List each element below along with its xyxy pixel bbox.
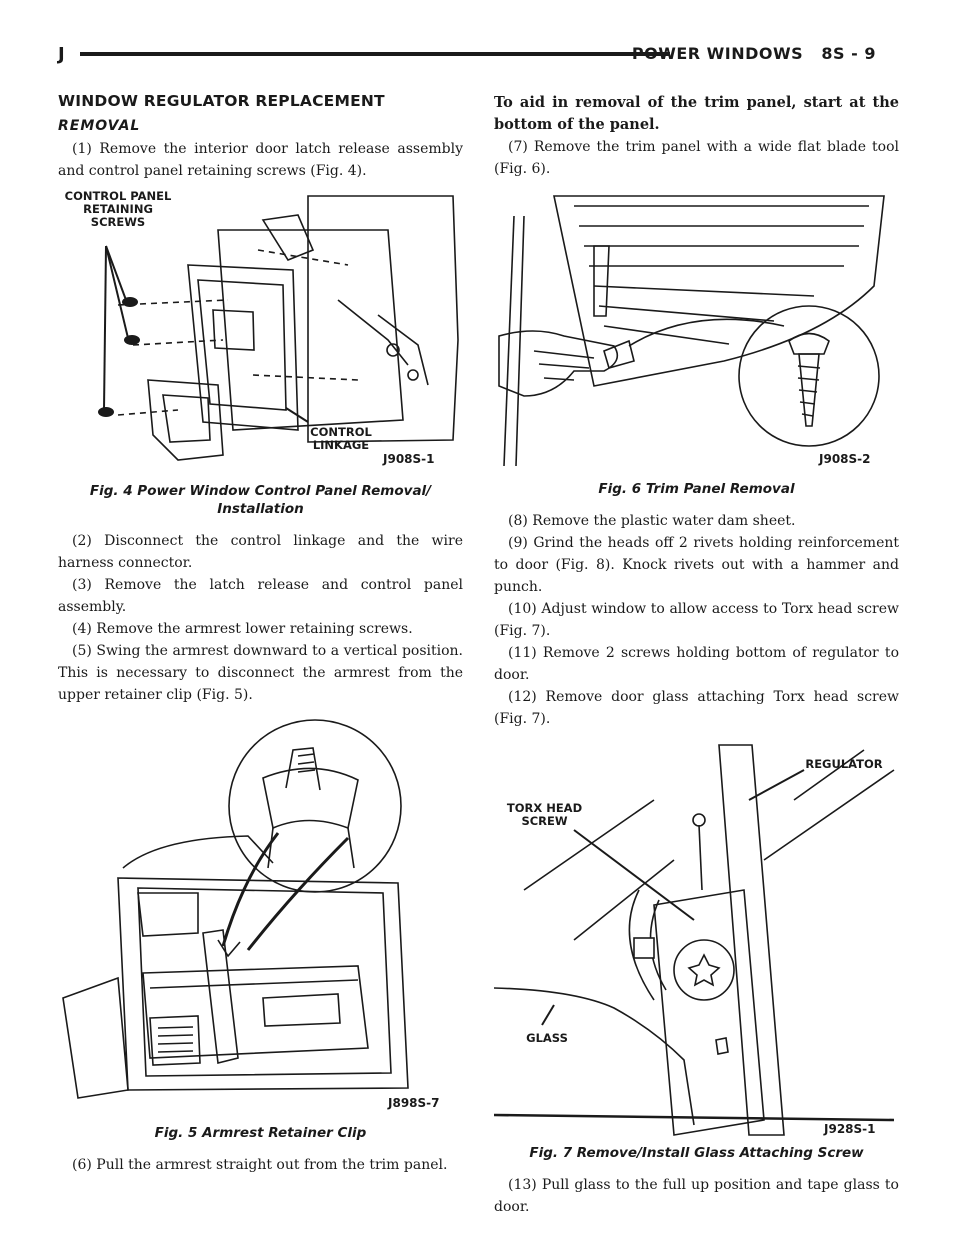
figure-6 (494, 186, 899, 476)
header-title (632, 44, 876, 63)
right-column (494, 92, 899, 1218)
header-section: POWER WINDOWS (631, 44, 804, 63)
label-regulator: REGULATOR (805, 757, 883, 771)
header-rule (80, 52, 670, 56)
figure-4-caption: Fig. 4 Power Window Control Panel Removal/ Installation (89, 483, 432, 517)
subsection-title: REMOVAL (58, 118, 141, 134)
label-control-linkage: CONTROL LINKAGE (310, 425, 372, 452)
step-12: (12) Remove door glass attaching Torx head screw (Fig. 7). (494, 689, 899, 727)
page-header (58, 44, 876, 68)
figure-5 (58, 718, 463, 1120)
step-10: (10) Adjust window to allow access to Torx head screw (Fig. 7). (494, 601, 899, 639)
step-3: (3) Remove the latch release and control panel assembly. (58, 577, 463, 615)
step-2: (2) Disconnect the control linkage and the wire harness connector. (58, 533, 463, 571)
label-control-panel-screws: CONTROL PANEL RETAINING SCREWS (64, 190, 172, 229)
step-1: (1) Remove the interior door latch release assembly and control panel retaining screws (Fig. 4). (58, 141, 463, 179)
figure-5-illustration (58, 718, 463, 1120)
figure-6-code: J908S-2 (819, 452, 871, 466)
figure-5-caption: Fig. 5 Armrest Retainer Clip (154, 1125, 367, 1141)
figure-7 (494, 740, 899, 1140)
figure-7-caption: Fig. 7 Remove/Install Glass Attaching Screw (529, 1145, 864, 1161)
header-page-number: 8S - 9 (821, 44, 876, 63)
step-8: (8) Remove the plastic water dam sheet. (508, 513, 796, 529)
figure-5-code: J898S-7 (388, 1096, 440, 1110)
step-6: (6) Pull the armrest straight out from the trim panel. (72, 1157, 448, 1173)
figure-7-illustration (494, 740, 899, 1140)
header-letter: J (58, 44, 65, 65)
figure-7-code: J928S-1 (824, 1122, 876, 1136)
step-4: (4) Remove the armrest lower retaining screws. (72, 621, 413, 637)
step-9: (9) Grind the heads off 2 rivets holding reinforcement to door (Fig. 8). Knock rivets out with a hammer and punch. (494, 535, 899, 595)
label-glass: GLASS (526, 1031, 568, 1045)
label-torx-head-screw: TORX HEAD SCREW (506, 801, 583, 828)
figure-6-caption: Fig. 6 Trim Panel Removal (598, 481, 795, 497)
note-trim-panel: To aid in removal of the trim panel, start at the bottom of the panel. (494, 94, 899, 133)
figure-4-code: J908S-1 (383, 452, 435, 466)
section-title: WINDOW REGULATOR REPLACEMENT (58, 92, 385, 110)
step-13: (13) Pull glass to the full up position and tape glass to door. (494, 1177, 899, 1215)
figure-4 (58, 190, 463, 478)
step-11: (11) Remove 2 screws holding bottom of regulator to door. (494, 645, 899, 683)
figure-6-illustration (494, 186, 899, 476)
left-column (58, 92, 463, 1176)
step-7: (7) Remove the trim panel with a wide flat blade tool (Fig. 6). (494, 139, 899, 177)
figure-4-illustration (58, 190, 463, 478)
step-5: (5) Swing the armrest downward to a vertical position. This is necessary to disconnect the armrest from the upper retainer clip (Fig. 5). (58, 643, 463, 703)
